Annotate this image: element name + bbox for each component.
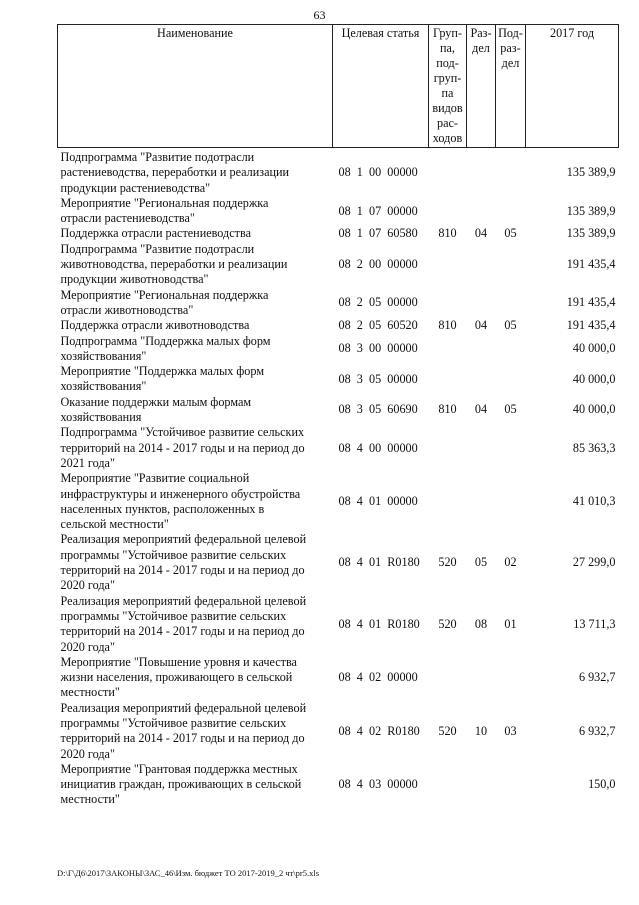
row-subsection	[496, 334, 526, 365]
row-section: 08	[474, 616, 488, 631]
table-row	[58, 762, 619, 808]
header-name: Наименование	[58, 25, 333, 148]
table-row	[58, 655, 619, 701]
table-row	[58, 226, 619, 241]
header-line: дел	[472, 41, 490, 55]
row-name-line: Подпрограмма "Развитие подотрасли	[60, 241, 255, 256]
row-name-line: Мероприятие "Повышение уровня и качества	[60, 654, 297, 669]
row-name	[58, 334, 333, 365]
row-name-line: хозяйствования"	[60, 348, 147, 363]
row-amount: 135 389,9	[566, 165, 616, 180]
row-name-line: 2020 года"	[60, 639, 115, 654]
row-target-code: 08 2 00 00000	[338, 257, 418, 272]
row-name-line: программы "Устойчивое развитие сельских	[60, 547, 287, 562]
row-group: 520	[438, 555, 457, 570]
row-section: 05	[474, 555, 488, 570]
row-target-code: 08 4 01 R0180	[338, 555, 420, 570]
row-group	[429, 334, 467, 365]
row-name-line: Оказание поддержки малым формам	[60, 394, 252, 409]
row-name-line: продукции животноводства"	[60, 272, 209, 287]
row-name-line: инфраструктуры и инженерного обустройства	[60, 486, 301, 501]
header-subsection	[496, 25, 526, 148]
row-section	[467, 471, 496, 532]
table-row	[58, 594, 619, 655]
table-row	[58, 334, 619, 365]
row-amount: 150,0	[588, 777, 616, 792]
row-section	[467, 364, 496, 395]
row-amount: 85 363,3	[572, 440, 616, 455]
row-name	[58, 532, 333, 593]
row-target-code: 08 4 01 00000	[338, 494, 418, 509]
budget-table	[57, 24, 619, 808]
header-line: под-	[436, 56, 459, 70]
row-group: 810	[438, 318, 457, 333]
row-name	[58, 150, 333, 196]
row-name-line: программы "Устойчивое развитие сельских	[60, 608, 287, 623]
row-name-line: территорий на 2014 - 2017 годы и на период до	[60, 731, 305, 746]
row-amount: 6 932,7	[578, 723, 616, 738]
row-group	[429, 655, 467, 701]
row-section	[467, 150, 496, 196]
row-subsection	[496, 655, 526, 701]
row-name-line: Мероприятие "Поддержка малых форм	[60, 364, 265, 379]
header-line: па,	[440, 41, 455, 55]
row-name-line: 2021 года"	[60, 455, 115, 470]
table-row	[58, 242, 619, 288]
row-name	[58, 655, 333, 701]
row-name-line: Поддержка отрасли животноводства	[60, 318, 250, 333]
row-subsection: 05	[504, 226, 517, 241]
row-name-line: населенных пунктов, расположенных в	[60, 501, 265, 516]
table-row	[58, 701, 619, 762]
row-target-code: 08 4 00 00000	[338, 440, 418, 455]
table-row	[58, 150, 619, 196]
row-name-line: программы "Устойчивое развитие сельских	[60, 715, 287, 730]
row-target-code: 08 1 00 00000	[338, 165, 418, 180]
header-line: раз-	[500, 41, 521, 55]
table-row	[58, 532, 619, 593]
row-amount: 191 435,4	[566, 318, 616, 333]
row-amount: 41 010,3	[572, 494, 616, 509]
row-group	[429, 471, 467, 532]
row-subsection	[496, 196, 526, 227]
table-row	[58, 364, 619, 395]
row-section: 10	[474, 723, 488, 738]
row-group	[429, 242, 467, 288]
row-name-line: местности"	[60, 685, 120, 700]
row-section	[467, 242, 496, 288]
row-target-code: 08 2 05 60520	[338, 318, 418, 333]
row-section: 04	[474, 402, 488, 417]
row-name	[58, 594, 333, 655]
table-row	[58, 318, 619, 333]
row-target-code: 08 3 05 60690	[338, 402, 418, 417]
row-amount: 40 000,0	[572, 341, 616, 356]
row-name-line: территорий на 2014 - 2017 годы и на период до	[60, 624, 305, 639]
row-name-line: 2020 года"	[60, 578, 115, 593]
row-section: 04	[474, 318, 488, 333]
row-subsection: 01	[504, 616, 517, 631]
row-name-line: 2020 года"	[60, 746, 115, 761]
header-group	[429, 25, 467, 148]
row-section	[467, 196, 496, 227]
header-line: Под-	[498, 26, 523, 40]
row-amount: 27 299,0	[572, 555, 616, 570]
row-subsection: 05	[504, 402, 517, 417]
row-name-line: Поддержка отрасли растениеводства	[60, 226, 251, 241]
row-subsection	[496, 425, 526, 471]
row-name	[58, 395, 333, 426]
row-group: 810	[438, 226, 457, 241]
row-name-line: Мероприятие "Развитие социальной	[60, 471, 250, 486]
header-line: па	[441, 86, 454, 100]
row-target-code: 08 4 01 R0180	[338, 616, 420, 631]
row-name-line: отрасли животноводства"	[60, 302, 194, 317]
row-amount: 191 435,4	[566, 257, 616, 272]
row-name-line: Реализация мероприятий федеральной целевой	[60, 593, 307, 608]
row-group	[429, 196, 467, 227]
row-name	[58, 288, 333, 319]
row-subsection	[496, 288, 526, 319]
row-name-line: растениеводства, переработки и реализации	[60, 165, 290, 180]
row-group: 810	[438, 402, 457, 417]
row-target-code: 08 2 05 00000	[338, 295, 418, 310]
row-group	[429, 150, 467, 196]
row-name-line: Мероприятие "Грантовая поддержка местных	[60, 761, 298, 776]
row-group	[429, 288, 467, 319]
row-name-line: хозяйствования	[60, 410, 142, 425]
row-target-code: 08 3 00 00000	[338, 341, 418, 356]
row-name-line: Подпрограмма "Поддержка малых форм	[60, 333, 271, 348]
row-subsection: 02	[504, 555, 517, 570]
row-name-line: хозяйствования"	[60, 379, 147, 394]
table-body	[58, 148, 619, 808]
header-line: Раз-	[470, 26, 492, 40]
row-group	[429, 762, 467, 808]
header-line: Груп-	[433, 26, 462, 40]
row-subsection	[496, 364, 526, 395]
row-name	[58, 242, 333, 288]
row-subsection: 05	[504, 318, 517, 333]
row-target-code: 08 4 02 00000	[338, 670, 418, 685]
row-section	[467, 762, 496, 808]
row-group	[429, 364, 467, 395]
row-name-line: животноводства, переработки и реализации	[60, 257, 288, 272]
row-name	[58, 196, 333, 227]
row-target-code: 08 4 03 00000	[338, 777, 418, 792]
header-line: груп-	[433, 71, 462, 85]
row-amount: 40 000,0	[572, 371, 616, 386]
file-path-footer: D:\Г\Д6\2017\ЗАКОНЫ\ЗАС_46\Изм. бюджет ТО 2017-2019_2 чт\pr5.xls	[57, 868, 320, 878]
row-name-line: Мероприятие "Региональная поддержка	[60, 195, 269, 210]
row-subsection	[496, 150, 526, 196]
row-target-code: 08 1 07 60580	[338, 226, 418, 241]
row-target-code: 08 1 07 00000	[338, 203, 418, 218]
row-name-line: Реализация мероприятий федеральной целевой	[60, 700, 307, 715]
row-name-line: территорий на 2014 - 2017 годы и на период до	[60, 440, 305, 455]
table-row	[58, 425, 619, 471]
row-name	[58, 318, 333, 333]
table-row	[58, 196, 619, 227]
row-name	[58, 471, 333, 532]
row-name	[58, 226, 333, 241]
table-row	[58, 471, 619, 532]
row-name	[58, 364, 333, 395]
row-name	[58, 701, 333, 762]
row-name-line: Подпрограмма "Развитие подотрасли	[60, 150, 255, 164]
row-name-line: Мероприятие "Региональная поддержка	[60, 287, 269, 302]
row-amount: 13 711,3	[573, 616, 616, 631]
header-line: ходов	[432, 131, 463, 145]
header-target-article: Целевая статья	[333, 25, 429, 148]
row-amount: 135 389,9	[566, 226, 616, 241]
header-line: видов	[432, 101, 463, 115]
row-group: 520	[438, 616, 457, 631]
header-year: 2017 год	[526, 25, 619, 148]
row-name-line: местности"	[60, 792, 120, 807]
row-target-code: 08 4 02 R0180	[338, 723, 420, 738]
row-name-line: Подпрограмма "Устойчивое развитие сельских	[60, 425, 305, 440]
row-name-line: отрасли растениеводства"	[60, 211, 195, 226]
table-header-row	[58, 25, 619, 148]
row-section	[467, 425, 496, 471]
row-name-line: продукции растениеводства"	[60, 180, 211, 195]
table-row	[58, 288, 619, 319]
row-subsection: 03	[504, 723, 517, 738]
page-number: 63	[313, 8, 326, 22]
header-line: рас-	[437, 116, 458, 130]
row-name-line: сельской местности"	[60, 517, 169, 532]
row-amount: 135 389,9	[566, 203, 616, 218]
row-target-code: 08 3 05 00000	[338, 371, 418, 386]
row-subsection	[496, 762, 526, 808]
row-name-line: Реализация мероприятий федеральной целевой	[60, 532, 307, 547]
row-amount: 191 435,4	[566, 295, 616, 310]
row-amount: 6 932,7	[578, 670, 616, 685]
row-section	[467, 288, 496, 319]
row-name	[58, 762, 333, 808]
row-name-line: территорий на 2014 - 2017 годы и на период до	[60, 563, 305, 578]
row-name-line: жизни населения, проживающего в сельской	[60, 670, 293, 685]
row-section: 04	[474, 226, 488, 241]
row-subsection	[496, 242, 526, 288]
row-group: 520	[438, 723, 457, 738]
row-group	[429, 425, 467, 471]
row-name-line: инициатив граждан, проживающих в сельской	[60, 777, 302, 792]
row-subsection	[496, 471, 526, 532]
table-row	[58, 395, 619, 426]
row-name	[58, 425, 333, 471]
header-section	[467, 25, 496, 148]
row-section	[467, 334, 496, 365]
row-section	[467, 655, 496, 701]
header-line: дел	[501, 56, 520, 70]
row-amount: 40 000,0	[572, 402, 616, 417]
